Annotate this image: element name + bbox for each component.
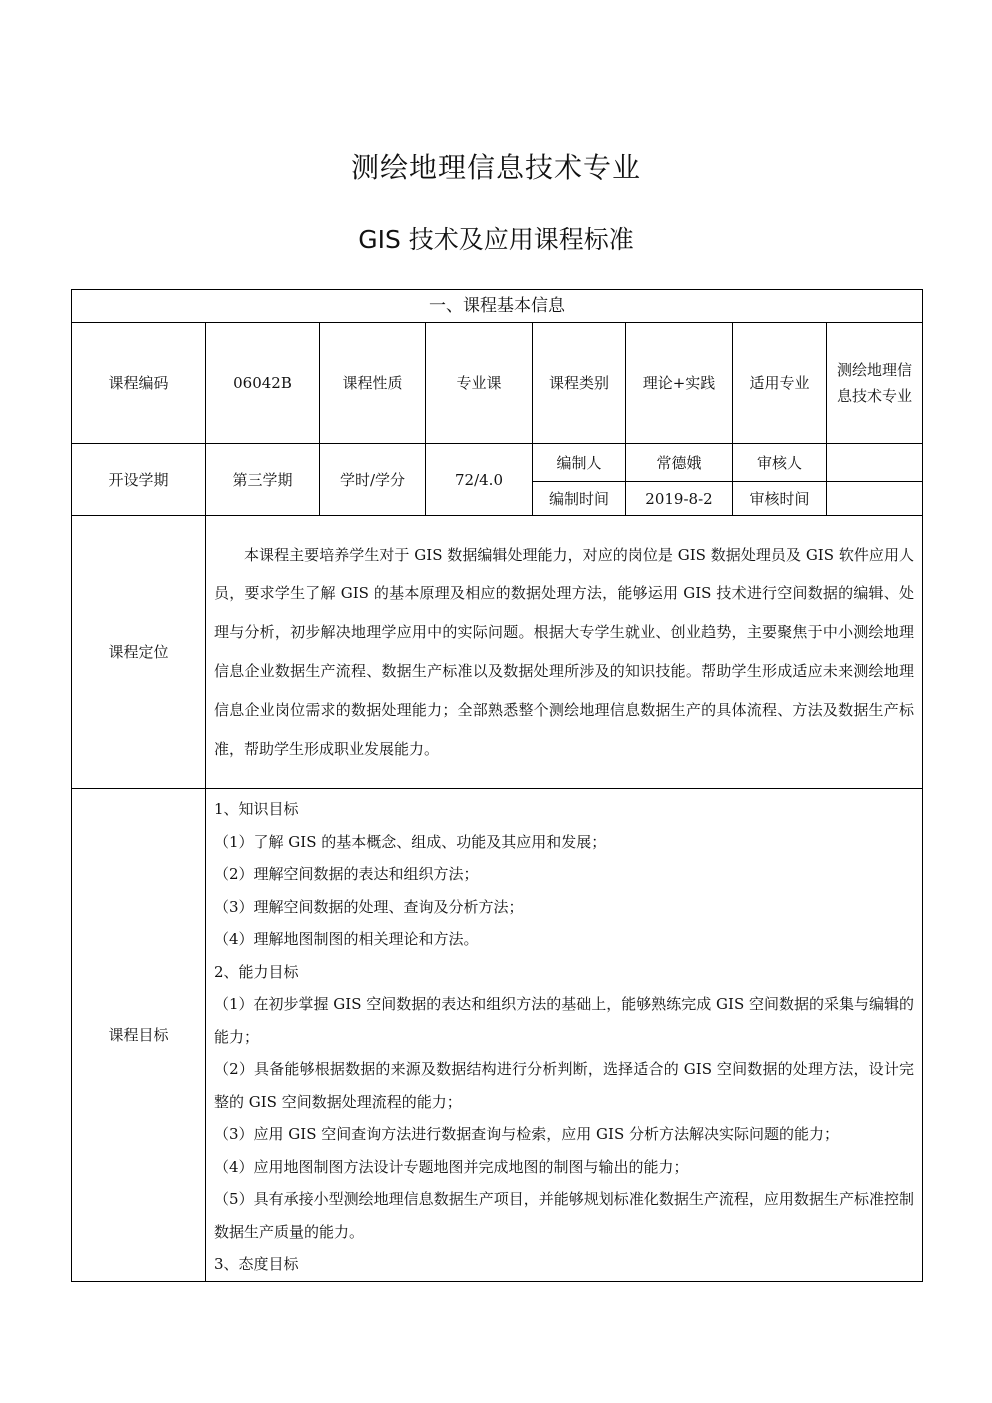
document-course-title: GIS 技术及应用课程标准 (358, 225, 634, 254)
semester-label: 开设学期 (72, 444, 206, 516)
objectives-list (206, 789, 922, 1281)
review-time-value (827, 482, 923, 516)
reviewer-label: 审核人 (733, 444, 827, 482)
compiler-label: 编制人 (533, 444, 626, 482)
course-info-table (71, 289, 923, 1282)
hours-credits-value: 72/4.0 (426, 444, 533, 516)
objectives-cell (206, 789, 923, 1282)
course-category-label: 课程类别 (533, 323, 626, 444)
applicable-major-label: 适用专业 (733, 323, 827, 444)
objective-line: 2、能力目标 (214, 962, 299, 981)
course-category-value: 理论+实践 (626, 323, 733, 444)
objective-line: （2）具备能够根据数据的来源及数据结构进行分析判断，选择适合的 GIS 空间数据的处理方法，设计完整的 GIS 空间数据处理流程的能力； (214, 1060, 914, 1111)
course-nature-label: 课程性质 (320, 323, 426, 444)
review-time-label: 审核时间 (733, 482, 827, 516)
objective-line: （4）理解地图制图的相关理论和方法。 (214, 930, 479, 948)
compile-time-value: 2019-8-2 (626, 482, 733, 516)
compile-time-label: 编制时间 (533, 482, 626, 516)
positioning-label: 课程定位 (72, 516, 206, 789)
objective-line: （3）应用 GIS 空间查询方法进行数据查询与检索，应用 GIS 分析方法解决实际问题的能力； (214, 1125, 839, 1143)
objective-line: （4）应用地图制图方法设计专题地图并完成地图的制图与输出的能力； (214, 1157, 689, 1176)
positioning-cell (206, 516, 923, 789)
objective-line: 1、知识目标 (214, 800, 299, 818)
positioning-text: 本课程主要培养学生对于 GIS 数据编辑处理能力，对应的岗位是 GIS 数据处理员及 GIS 软件应用人员，要求学生了解 GIS 的基本原理及相应的数据处理方法，能够运用 GIS 技术进行空间数据的编辑、处理与分析，初步解决地理学应用中的实际问题。根据大专学生就业、创业趋势，主要聚焦于中小测绘地理信息企业数据生产流程、数据生产标准以及数据处理所涉及的知识技能。帮助学生形成适应未来测绘地理信息企业岗位需求的数据处理能力；全部熟悉整个测绘地理信息数据生产的具体流程、方法及数据生产标准，帮助学生形成职业发展能力。 (214, 545, 914, 758)
applicable-major-value: 测绘地理信息技术专业 (827, 323, 923, 444)
course-code-value: 06042B (206, 323, 320, 444)
compiler-value: 常德娥 (626, 444, 733, 482)
semester-value: 第三学期 (206, 444, 320, 516)
objective-line: （1）在初步掌握 GIS 空间数据的表达和组织方法的基础上，能够熟练完成 GIS 空间数据的采集与编辑的能力； (214, 995, 914, 1046)
document-major-title: 测绘地理信息技术专业 (350, 151, 641, 184)
section-heading: 一、课程基本信息 (72, 290, 923, 323)
objective-line: （3）理解空间数据的处理、查询及分析方法； (214, 897, 524, 916)
course-nature-value: 专业课 (426, 323, 533, 444)
objective-line: （5）具有承接小型测绘地理信息数据生产项目，并能够规划标准化数据生产流程，应用数据生产标准控制数据生产质量的能力。 (214, 1190, 914, 1241)
objectives-label: 课程目标 (72, 789, 206, 1282)
objective-line: 3、态度目标 (214, 1255, 299, 1273)
objective-line: （2）理解空间数据的表达和组织方法； (214, 865, 479, 883)
objective-line: （1）了解 GIS 的基本概念、组成、功能及其应用和发展； (214, 832, 607, 851)
course-code-label: 课程编码 (72, 323, 206, 444)
hours-credits-label: 学时/学分 (320, 444, 426, 516)
reviewer-value (827, 444, 923, 482)
